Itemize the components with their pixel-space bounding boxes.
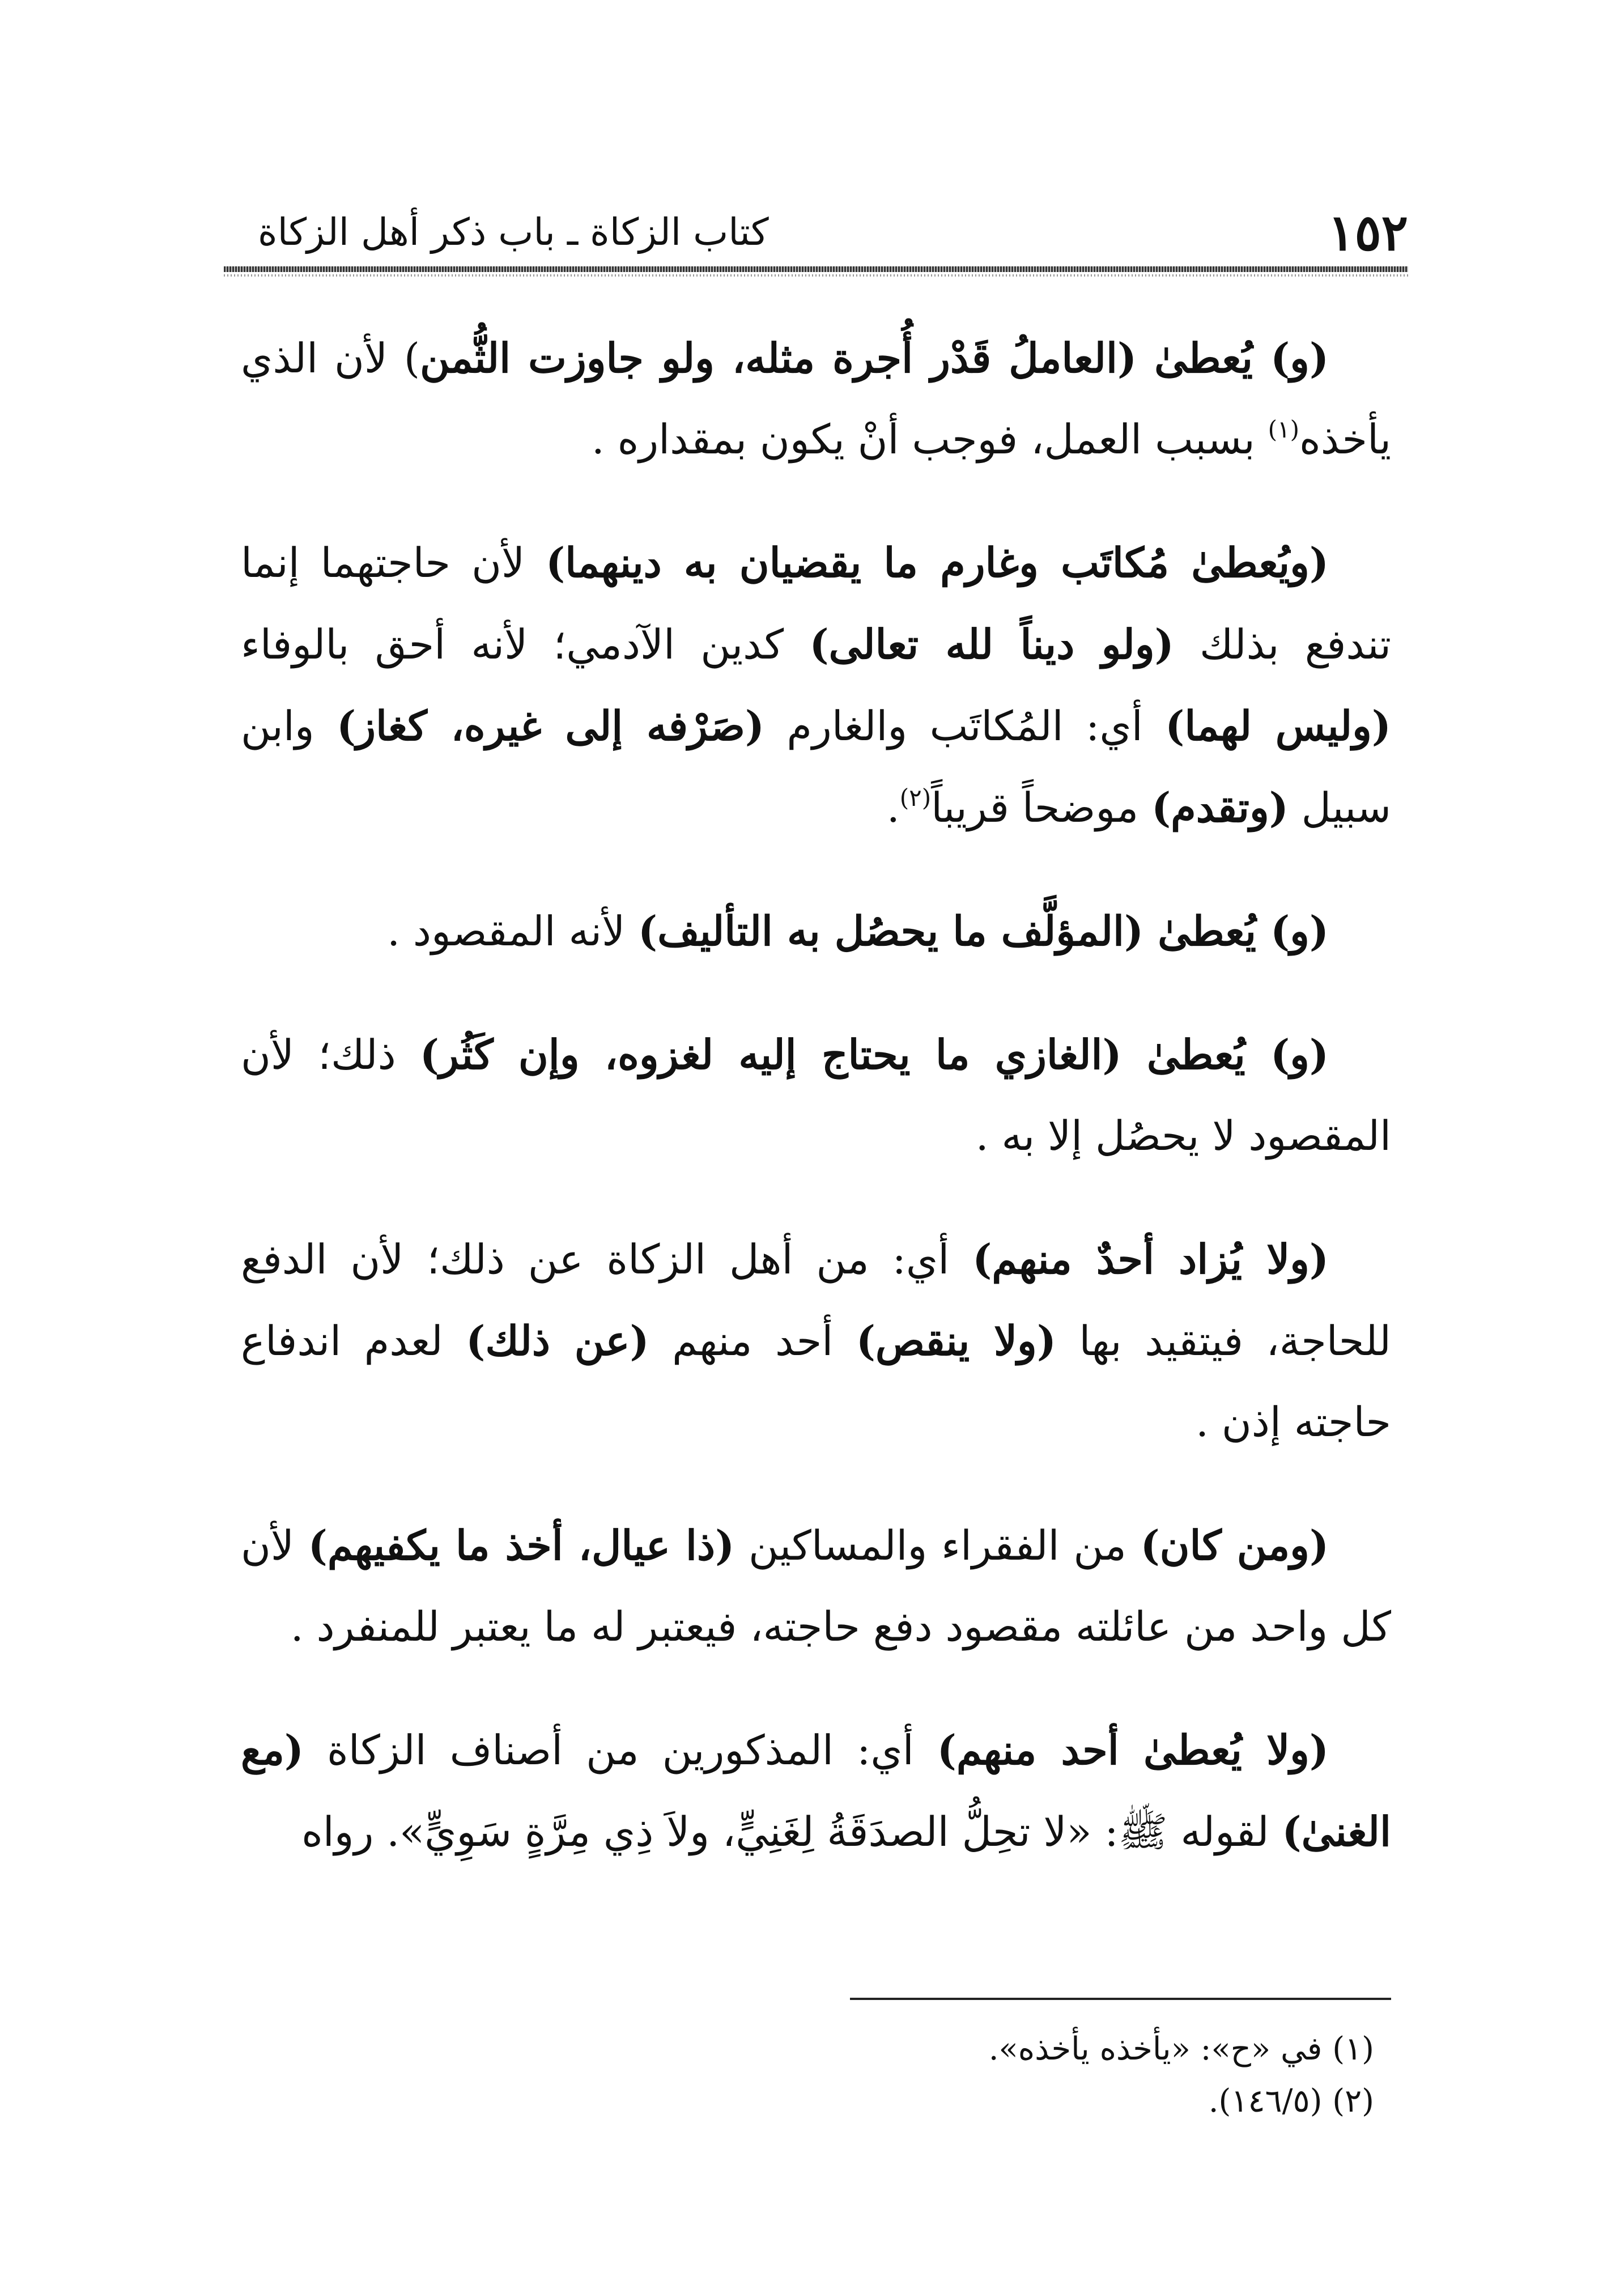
commentary-text: لأن حاجتهما إنما تندفع بذلك: [241, 539, 1391, 668]
bold-matn-text: (ويُعطىٰ مُكاتَب وغارم ما يقضيان به دينهما): [546, 538, 1329, 587]
commentary-text: لقوله ﷺ: «لا تحِلُّ الصدَقَةُ لِغَنِيٍّ، ولاَ ذِي مِرَّةٍ سَوِيٍّ». رواه: [301, 1808, 1282, 1855]
footnote-1: (١) في «ح»: «يأخذه يأخذه».: [988, 2031, 1374, 2067]
footnotes: [241, 2023, 1391, 2128]
header-title: كتاب الزكاة ـ باب ذكر أهل الزكاة: [258, 210, 769, 254]
commentary-text: لعدم اندفاع حاجته إذن .: [241, 1317, 1391, 1446]
paragraph: [241, 317, 1391, 480]
paragraph: [241, 1505, 1391, 1667]
bold-matn-text: (و) يُعطىٰ: [1143, 907, 1329, 955]
commentary-text: ذلك؛ لأن المقصود لا يحصُل إلا به .: [241, 1031, 1391, 1160]
bold-matn-text: (عن ذلك): [466, 1317, 649, 1365]
commentary-text: من الفقراء والمساكين: [734, 1522, 1141, 1569]
footnote-2: (٢) (١٤٦/٥).: [1208, 2083, 1374, 2120]
paragraph: [241, 522, 1391, 848]
footnote-ref: (٢): [899, 784, 932, 812]
commentary-text: أي: المذكورين من أصناف الزكاة: [303, 1726, 937, 1774]
bold-matn-text: (الغازي ما يحتاج إليه لغزوه، وإن كَثُر): [419, 1030, 1122, 1078]
header-rule: [224, 266, 1408, 272]
bold-matn-text: العاملُ قَدْر أُجرة مثله، ولو جاوزت الثُّمن: [419, 334, 1117, 382]
bold-matn-text: (مع الغنىٰ): [241, 1726, 1391, 1855]
commentary-text: وابن سبيل: [241, 702, 1391, 831]
page-number: ١٥٢: [1328, 203, 1408, 262]
bold-matn-text: (ولو ديناً لله تعالى): [809, 620, 1174, 668]
paragraph: [241, 1218, 1391, 1463]
footnote-rule: [850, 1998, 1391, 2000]
commentary-text: موضحاً قريباً: [931, 784, 1152, 831]
bold-matn-text: (وليس لهما): [1165, 702, 1391, 750]
bold-matn-text: (ولا ينقص): [856, 1317, 1056, 1365]
bold-matn-text: (المؤلَّف ما يحصُل به التأليف): [638, 907, 1144, 955]
bold-matn-text: (ولا يُعطىٰ أحد منهم): [937, 1726, 1329, 1774]
header-rule-secondary: [224, 274, 1408, 277]
commentary-text: بسبب العمل، فوجب أنْ يكون بمقداره .: [591, 415, 1268, 463]
commentary-text: كدين الآدمي؛ لأنه أحق بالوفاء: [241, 621, 810, 668]
running-head: [224, 201, 1408, 264]
paragraph: [241, 890, 1391, 972]
bold-matn-text: (وتقدم): [1151, 783, 1289, 831]
bold-matn-text: (و) يُعطىٰ: [1121, 1030, 1329, 1078]
bold-matn-text: (ذا عيال، أخذ ما يكفيهم): [308, 1521, 735, 1569]
commentary-text: .: [886, 784, 900, 831]
body-text: [241, 317, 1391, 1914]
commentary-text: أي: من أهل الزكاة عن ذلك؛ لأن الدفع للحاجة، فيتقيد بها: [241, 1235, 1391, 1365]
commentary-text: أحد منهم: [649, 1317, 856, 1365]
commentary-text: ) لأن الذي يأخذه: [241, 334, 1391, 463]
bold-matn-text: (و) يُعطىٰ (: [1117, 334, 1329, 382]
bold-matn-text: (ومن كان): [1140, 1521, 1329, 1569]
bold-matn-text: (صَرْفه إلى غيره، كغاز): [337, 702, 764, 750]
commentary-text: أي: المُكاتَب والغارم: [764, 702, 1166, 750]
commentary-text: لأنه المقصود .: [387, 907, 639, 955]
footnote-ref: (١): [1268, 415, 1299, 443]
paragraph: [241, 1014, 1391, 1177]
bold-matn-text: (ولا يُزاد أحدٌ منهم): [972, 1235, 1329, 1283]
commentary-text: لأن كل واحد من عائلته مقصود دفع حاجته، فيعتبر له ما يعتبر للمنفرد .: [241, 1522, 1391, 1650]
paragraph: [241, 1709, 1391, 1872]
